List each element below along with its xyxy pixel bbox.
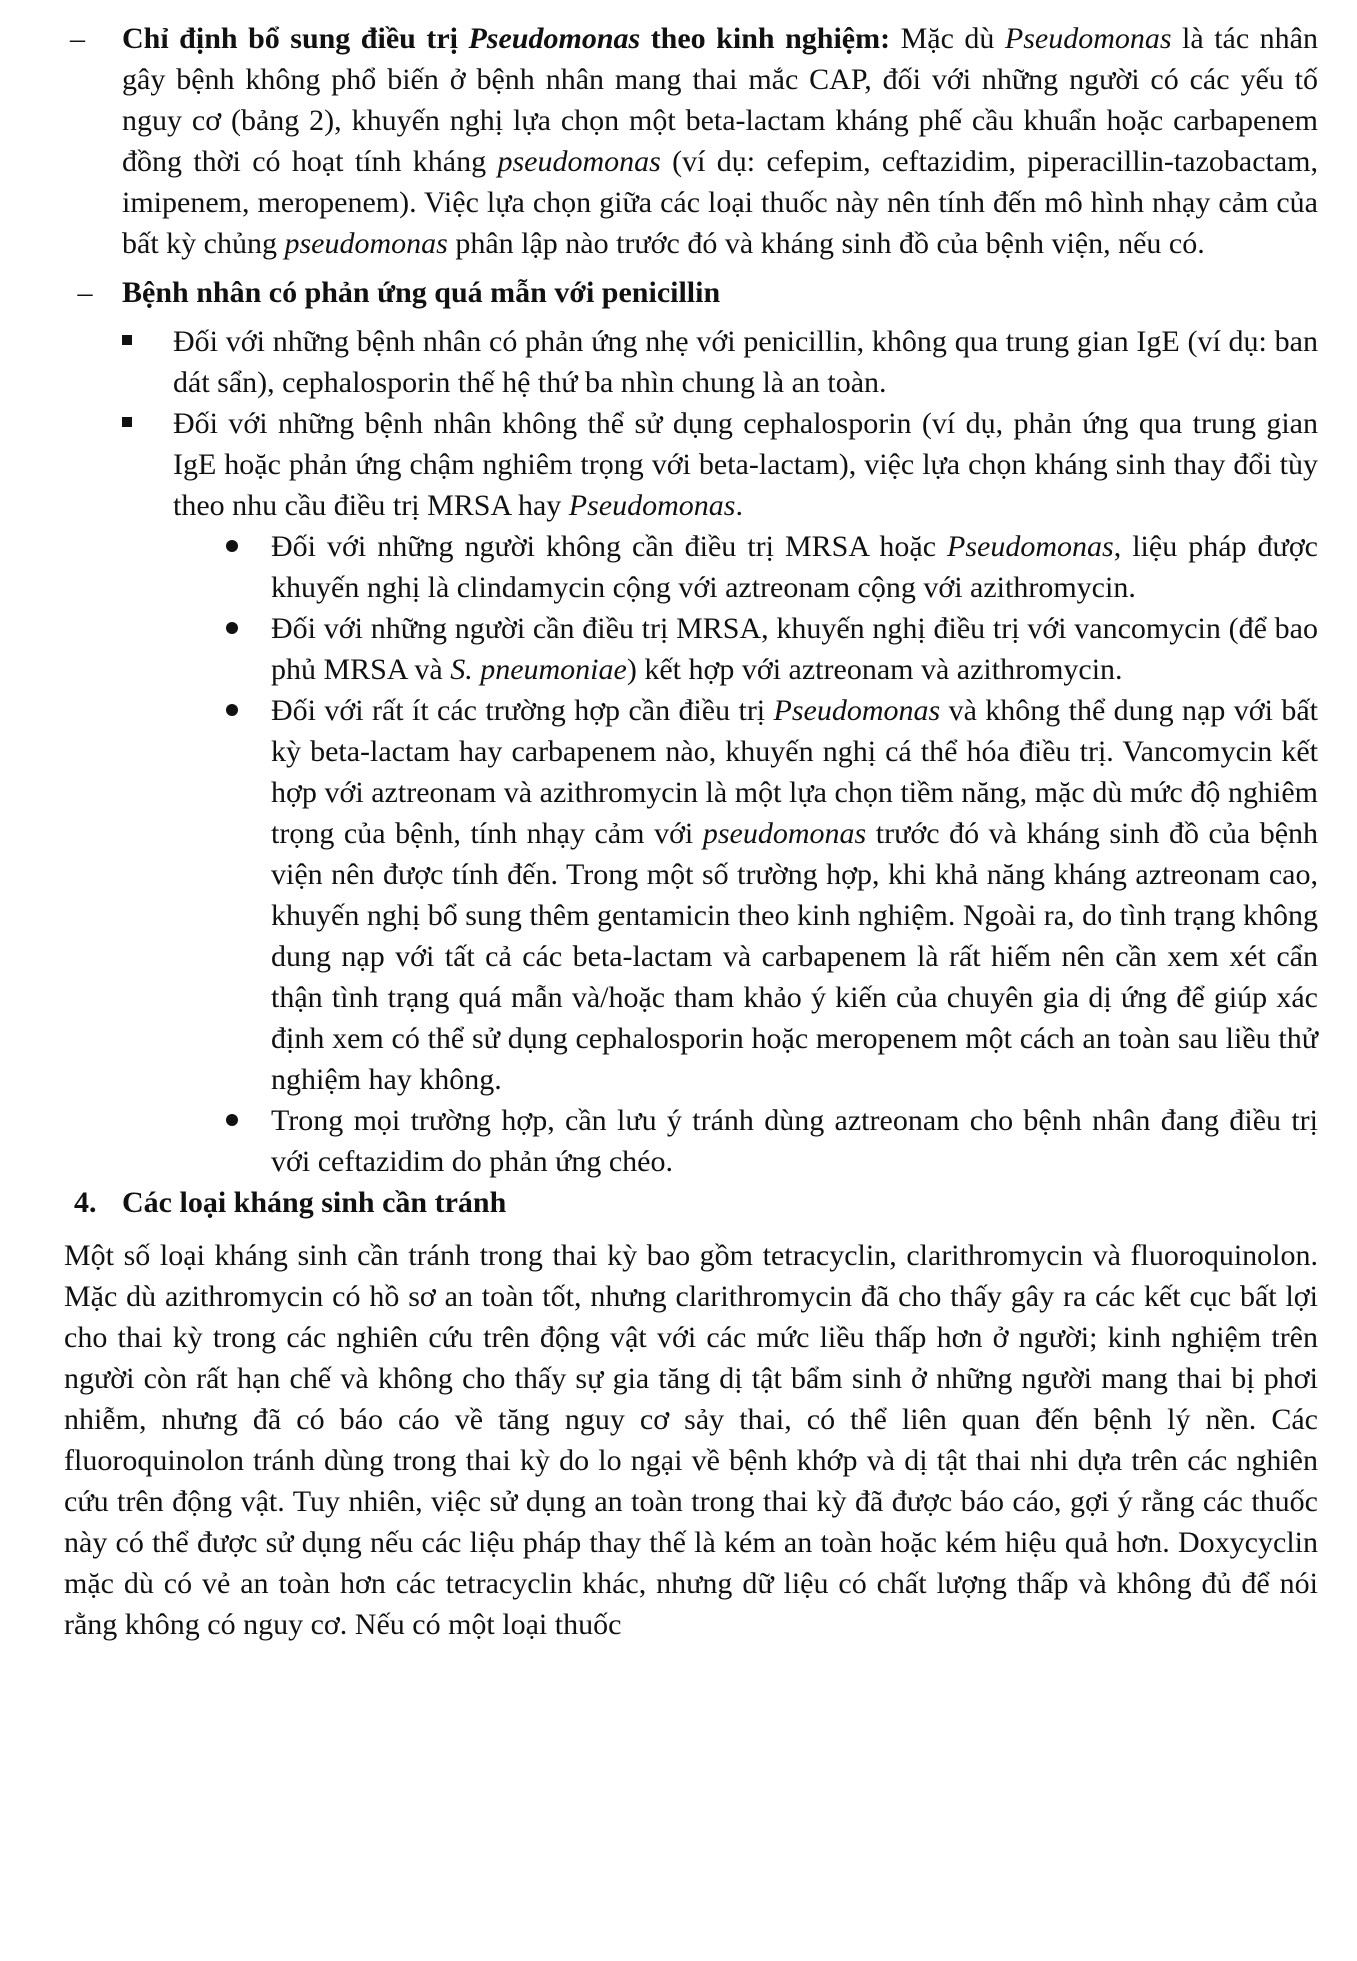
square-bullet-icon xyxy=(122,417,132,427)
bullet-heading: Chỉ định bổ sung điều trị Pseudomonas theo kinh nghiệm: xyxy=(122,22,891,55)
square-bullet-list xyxy=(64,321,1318,526)
section-body-paragraph: Một số loại kháng sinh cần tránh trong thai kỳ bao gồm tetracyclin, clarithromycin và fluoroquinolon. Mặc dù azithromycin có hồ sơ an toàn tốt, nhưng clarithromycin đã cho thấy gây ra các kết cục bất lợi cho thai kỳ trong các nghiên cứu trên động vật với các mức liều thấp hơn ở người; kinh nghiệm trên người còn rất hạn chế và không cho thấy sự gia tăng dị tật bẩm sinh ở những người mang thai bị phơi nhiễm, nhưng đã có báo cáo về tăng nguy cơ sảy thai, có thể liên quan đến bệnh lý nền. Các fluoroquinolon tránh dùng trong thai kỳ do lo ngại về bệnh khớp và dị tật thai nhi dựa trên các nghiên cứu trên động vật. Tuy nhiên, việc sử dụng an toàn trong thai kỳ đã được báo cáo, gợi ý rằng các thuốc này có thể được sử dụng nếu các liệu pháp thay thế là kém an toàn hoặc kém hiệu quả hơn. Doxycyclin mặc dù có vẻ an toàn hơn các tetracyclin khác, nhưng dữ liệu có chất lượng thấp và không đủ để nói rằng không có nguy cơ. Nếu có một loại thuốc xyxy=(64,1239,1318,1641)
round-bullet-icon xyxy=(226,622,238,634)
list-item: Đối với những người cần điều trị MRSA, khuyến nghị điều trị với vancomycin (để bao phủ MRSA và S. pneumoniae) kết hợp với aztreonam và azithromycin. xyxy=(64,608,1318,690)
square-bullet-icon xyxy=(122,335,132,345)
section-number: 4. xyxy=(74,1186,97,1219)
list-item: Đối với những bệnh nhân không thể sử dụng cephalosporin (ví dụ, phản ứng qua trung gian IgE hoặc phản ứng chậm nghiêm trọng với beta-lactam), việc lựa chọn kháng sinh thay đổi tùy theo nhu cầu điều trị MRSA hay Pseudomonas. xyxy=(64,403,1318,526)
list-item: Trong mọi trường hợp, cần lưu ý tránh dùng aztreonam cho bệnh nhân đang điều trị với ceftazidim do phản ứng chéo. xyxy=(64,1100,1318,1182)
round-bullet-icon xyxy=(226,540,238,552)
round-bullet-icon xyxy=(226,1114,238,1126)
dash-marker: – xyxy=(77,276,93,309)
round-bullet-icon xyxy=(226,704,238,716)
bullet-penicillin-hypersensitivity xyxy=(64,272,1318,313)
document-page xyxy=(64,18,1318,1645)
list-item: Đối với những người không cần điều trị MRSA hoặc Pseudomonas, liệu pháp được khuyến nghị là clindamycin cộng với aztreonam cộng với azithromycin. xyxy=(64,526,1318,608)
list-item: Đối với những bệnh nhân có phản ứng nhẹ với penicillin, không qua trung gian IgE (ví dụ: ban dát sẩn), cephalosporin thế hệ thứ ba nhìn chung là an toàn. xyxy=(64,321,1318,403)
dash-marker: – xyxy=(70,22,85,55)
bullet-heading: Bệnh nhân có phản ứng quá mẫn với penicillin xyxy=(122,276,721,309)
section-heading xyxy=(64,1182,1318,1223)
section-title: Các loại kháng sinh cần tránh xyxy=(122,1186,507,1219)
list-item: Đối với rất ít các trường hợp cần điều trị Pseudomonas và không thể dung nạp với bất kỳ beta-lactam hay carbapenem nào, khuyến nghị cá thể hóa điều trị. Vancomycin kết hợp với aztreonam và azithromycin là một lựa chọn tiềm năng, mặc dù mức độ nghiêm trọng của bệnh, tính nhạy cảm với pseudomonas trước đó và kháng sinh đồ của bệnh viện nên được tính đến. Trong một số trường hợp, khi khả năng kháng aztreonam cao, khuyến nghị bổ sung thêm gentamicin theo kinh nghiệm. Ngoài ra, do tình trạng không dung nạp với tất cả các beta-lactam và carbapenem là rất hiếm nên cần xem xét cẩn thận tình trạng quá mẫn và/hoặc tham khảo ý kiến của chuyên gia dị ứng để giúp xác định xem có thể sử dụng cephalosporin hoặc meropenem một cách an toàn sau liều thử nghiệm hay không. xyxy=(64,690,1318,1100)
bullet-pseudomonas-empirical: – Chỉ định bổ sung điều trị Pseudomonas theo kinh nghiệm: Mặc dù Pseudomonas là tác nhân gây bệnh không phổ biến ở bệnh nhân mang thai mắc CAP, đối với những người có các yếu tố nguy cơ (bảng 2), khuyến nghị lựa chọn một beta-lactam kháng phế cầu khuẩn hoặc carbapenem đồng thời có hoạt tính kháng pseudomonas (ví dụ: cefepim, ceftazidim, piperacillin-tazobactam, imipenem, meropenem). Việc lựa chọn giữa các loại thuốc này nên tính đến mô hình nhạy cảm của bất kỳ chủng pseudomonas phân lập nào trước đó và kháng sinh đồ của bệnh viện, nếu có. xyxy=(64,18,1318,264)
